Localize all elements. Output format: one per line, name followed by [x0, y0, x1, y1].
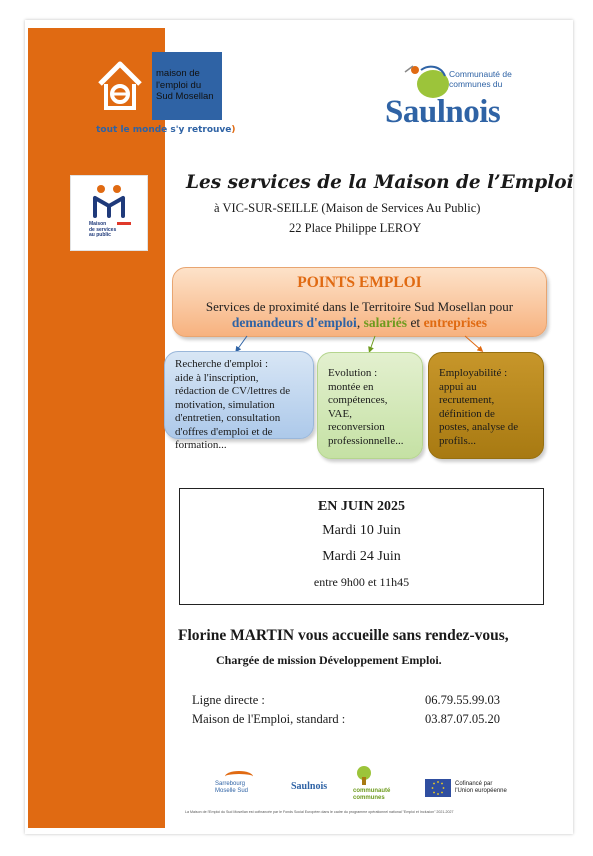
- tree-icon: [353, 765, 375, 785]
- welcome-heading: Florine MARTIN vous accueille sans rendez-vous,: [178, 627, 509, 644]
- role-label: Chargée de mission Développement Emploi.: [216, 653, 442, 667]
- direct-line-label: Ligne directe :: [192, 693, 265, 707]
- maison-emploi-logo: [88, 52, 236, 145]
- people-icon: [89, 182, 129, 222]
- card-recherche-emploi: Recherche d'emploi : aide à l'inscription, rédaction de CV/lettres de motivation, simulation d'entretien, consultation d'offres d'emploi et de formation...: [164, 351, 314, 439]
- footer-cofinancing-note: La Maison de l'Emploi du Sud Mosellan est cofinancée par le Fonds Social Européen dans le cadre du programme opérationnel national "Emploi et Inclusion" 2021-2027: [185, 810, 454, 814]
- msap-logo: [70, 175, 148, 251]
- points-emploi-audience: demandeurs d'emploi, salariés et entreprises: [231, 315, 488, 330]
- house-icon: [88, 52, 152, 120]
- points-emploi-subtitle: Services de proximité dans le Territoire Sud Mosellan pour: [205, 299, 514, 314]
- saulnois-name: Saulnois: [385, 94, 501, 130]
- maison-emploi-name: maison de l'emploi du Sud Mosellan: [156, 68, 214, 102]
- page-title: Les services de la Maison de l’Emploi: [186, 172, 574, 193]
- address-line-1: à VIC-SUR-SEILLE (Maison de Services Au Public): [214, 201, 481, 215]
- sarrebourg-logo: Sarrebourg Moselle Sud: [215, 781, 248, 795]
- standard-label: Maison de l'Emploi, standard :: [192, 712, 346, 726]
- msap-label: Maison de services au public: [89, 221, 117, 239]
- june-hours: entre 9h00 et 11h45: [313, 575, 410, 589]
- eu-flag-icon: [425, 779, 451, 797]
- partner-logos: Sarrebourg Moselle Sud Saulnois communauté communes Cofinancé par l'Union européenne: [215, 765, 545, 805]
- community-footer-logo: communauté communes: [353, 765, 390, 802]
- orange-side-band: [28, 28, 165, 828]
- standard-number: 03.87.07.05.20: [425, 712, 500, 726]
- june-heading: EN JUIN 2025: [317, 499, 406, 514]
- june-date-1: Mardi 10 Juin: [322, 523, 401, 538]
- points-emploi-box: [172, 267, 547, 337]
- saulnois-logo: [383, 62, 523, 134]
- saulnois-community-label: Communauté de communes du: [449, 69, 512, 89]
- card-evolution: Evolution : montée en compétences, VAE, reconversion professionnelle...: [317, 352, 423, 459]
- june-schedule-box: [179, 488, 544, 605]
- maison-emploi-tagline: (tout le monde s'y retrouve): [92, 125, 236, 135]
- direct-line-number: 06.79.55.99.03: [425, 693, 500, 707]
- june-date-2: Mardi 24 Juin: [322, 549, 401, 564]
- points-emploi-title: POINTS EMPLOI: [297, 274, 422, 291]
- card-employabilite: Employabilité : appui au recrutement, définition de postes, analyse de profils...: [428, 352, 544, 459]
- address-line-2: 22 Place Philippe LEROY: [289, 221, 422, 235]
- saulnois-footer-logo: Saulnois: [291, 781, 328, 792]
